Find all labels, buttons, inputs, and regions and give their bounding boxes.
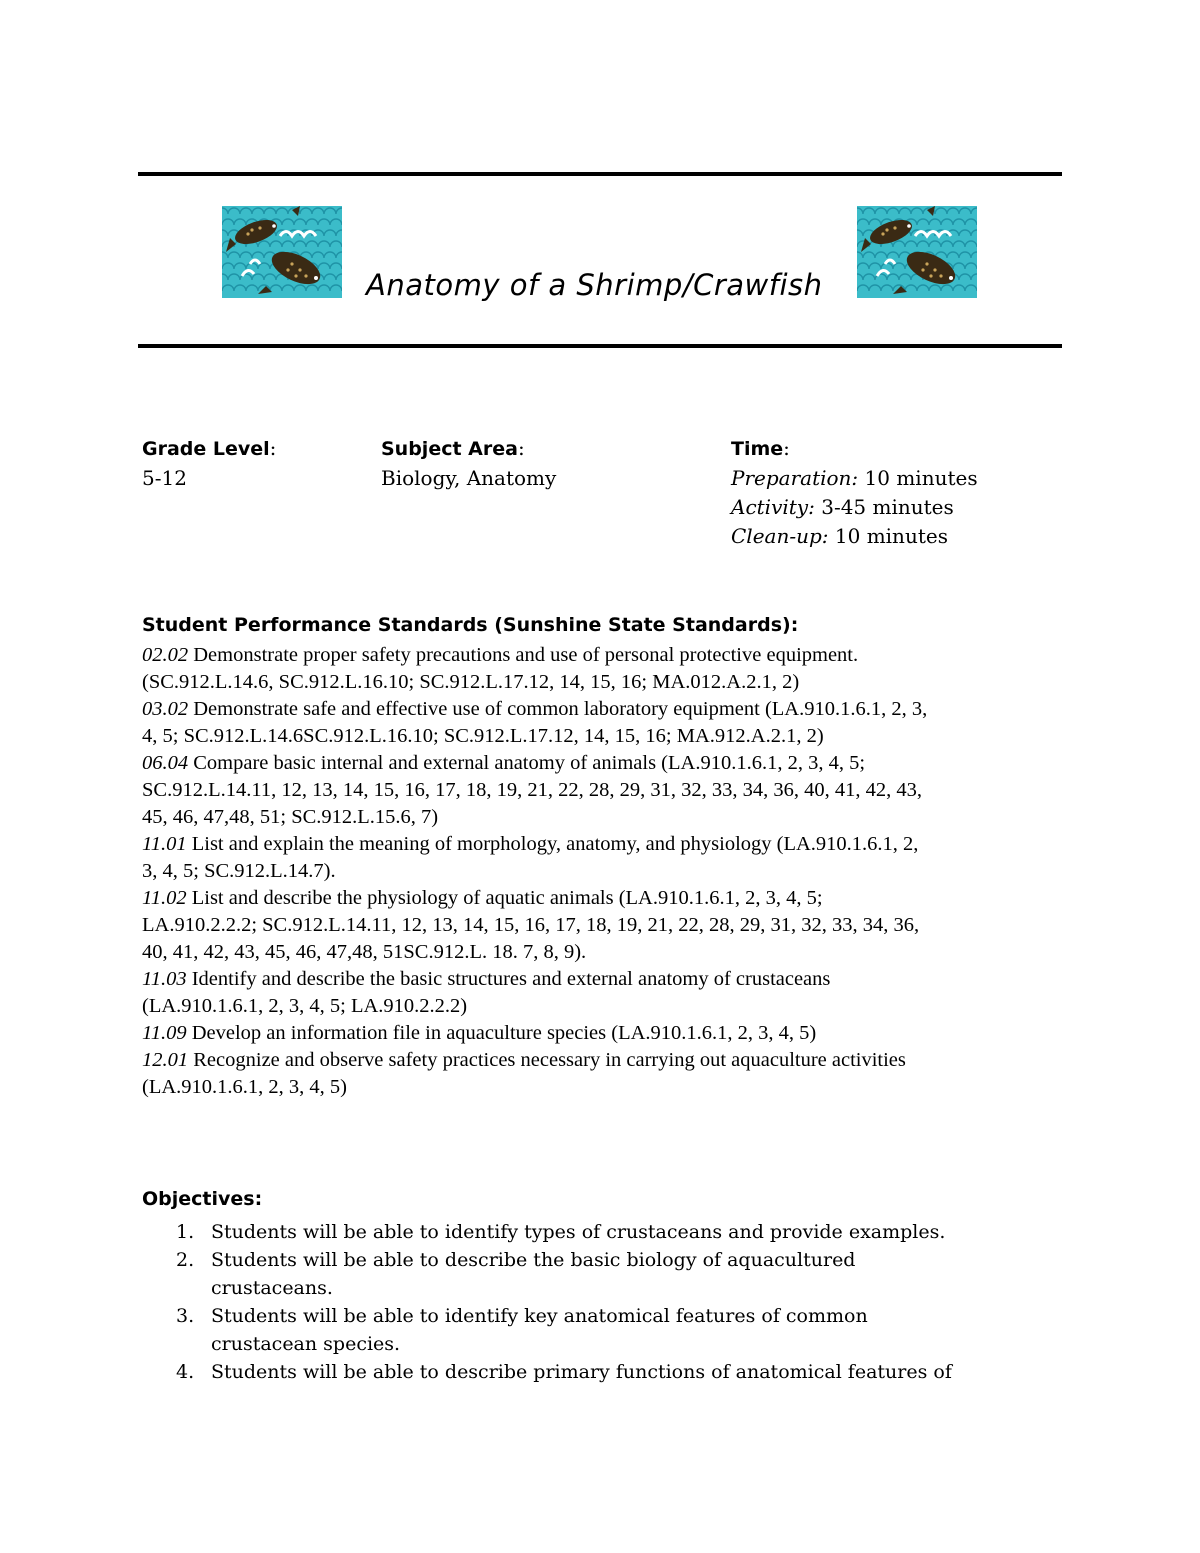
subject-area-label: Subject Area	[381, 438, 518, 460]
subject-area-colon: :	[517, 436, 525, 460]
objective-line	[142, 1274, 1062, 1302]
time-row-activity	[731, 493, 978, 522]
standard-text: Develop an information file in aquaculture species (LA.910.1.6.1, 2, 3, 4, 5)	[186, 1022, 817, 1044]
standard-code: 11.02	[142, 887, 187, 909]
time-colon: :	[783, 436, 790, 460]
standards-heading-colon: :	[790, 614, 799, 636]
time-block	[731, 434, 978, 551]
standard-text: 45, 46, 47,48, 51; SC.912.L.15.6, 7)	[142, 806, 439, 828]
objectives-heading-text: Objectives	[142, 1188, 255, 1210]
time-row-value: 3-45 minutes	[814, 495, 954, 519]
objectives-list	[142, 1218, 1062, 1386]
grade-level-colon: :	[269, 436, 277, 460]
time-label: Time	[731, 438, 784, 460]
objective-line	[142, 1302, 1062, 1330]
document-title: Anatomy of a Shrimp/Crawfish	[366, 268, 823, 302]
objective-text: crustaceans.	[211, 1277, 333, 1299]
standard-text: Identify and describe the basic structures and external anatomy of crustaceans	[186, 968, 831, 990]
time-row-value: 10 minutes	[858, 466, 978, 490]
objective-number: 1.	[176, 1221, 195, 1243]
objectives-heading	[142, 1188, 262, 1210]
objective-text: Students will be able to describe the basic biology of aquacultured	[211, 1249, 856, 1271]
standard-code: 11.09	[142, 1022, 187, 1044]
objectives-heading-colon: :	[254, 1188, 263, 1210]
standard-text: (SC.912.L.14.6, SC.912.L.16.10; SC.912.L.17.12, 14, 15, 16; MA.012.A.2.1, 2)	[142, 671, 800, 693]
time-row-value: 10 minutes	[828, 524, 948, 548]
standards-list	[142, 642, 1072, 1101]
time-row-name: Clean-up:	[731, 524, 829, 548]
standard-text: 4, 5; SC.912.L.14.6SC.912.L.16.10; SC.912.L.17.12, 14, 15, 16; MA.912.A.2.1, 2)	[142, 725, 824, 747]
objective-number: 4.	[176, 1361, 195, 1383]
grade-level-value: 5-12	[142, 466, 187, 490]
standard-line	[142, 723, 1072, 750]
objective-text: Students will be able to describe primary functions of anatomical features of	[211, 1361, 952, 1383]
standard-code: 06.04	[142, 752, 189, 774]
objective-number: 3.	[176, 1305, 195, 1327]
standard-code: 11.01	[142, 833, 187, 855]
standard-line	[142, 804, 1072, 831]
standard-line	[142, 777, 1072, 804]
header-rule-top	[138, 172, 1062, 176]
subject-area-block	[381, 434, 556, 493]
standard-line	[142, 939, 1072, 966]
objective-line	[142, 1330, 1062, 1358]
standard-text: (LA.910.1.6.1, 2, 3, 4, 5)	[142, 1076, 347, 1098]
standard-text: Demonstrate proper safety precautions and use of personal protective equipment.	[188, 644, 859, 666]
standards-heading	[142, 614, 798, 636]
standard-code: 12.01	[142, 1049, 189, 1071]
grade-level-block	[142, 434, 276, 493]
standard-text: Compare basic internal and external anatomy of animals (LA.910.1.6.1, 2, 3, 4, 5;	[188, 752, 866, 774]
standard-text: 3, 4, 5; SC.912.L.14.7).	[142, 860, 336, 882]
standard-line	[142, 993, 1072, 1020]
time-row-preparation	[731, 464, 978, 493]
standard-text: List and describe the physiology of aquatic animals (LA.910.1.6.1, 2, 3, 4, 5;	[186, 887, 823, 909]
objective-text: Students will be able to identify key anatomical features of common	[211, 1305, 868, 1327]
standard-line	[142, 831, 1072, 858]
objective-text: crustacean species.	[211, 1333, 401, 1355]
standard-line	[142, 1074, 1072, 1101]
standard-text: 40, 41, 42, 43, 45, 46, 47,48, 51SC.912.L. 18. 7, 8, 9).	[142, 941, 587, 963]
standard-line	[142, 858, 1072, 885]
standard-text: LA.910.2.2.2; SC.912.L.14.11, 12, 13, 14, 15, 16, 17, 18, 19, 21, 22, 28, 29, 31, 32, 33, 34, 36,	[142, 914, 920, 936]
time-row-name: Activity:	[731, 495, 815, 519]
standard-code: 03.02	[142, 698, 189, 720]
objective-text: Students will be able to identify types of crustaceans and provide examples.	[211, 1221, 946, 1243]
standard-line	[142, 1020, 1072, 1047]
standard-line	[142, 1047, 1072, 1074]
standard-code: 02.02	[142, 644, 189, 666]
standard-text: List and explain the meaning of morphology, anatomy, and physiology (LA.910.1.6.1, 2,	[186, 833, 919, 855]
standard-line	[142, 912, 1072, 939]
standard-code: 11.03	[142, 968, 187, 990]
standards-heading-text: Student Performance Standards (Sunshine State Standards)	[142, 614, 791, 636]
standard-line	[142, 669, 1072, 696]
standard-text: Recognize and observe safety practices necessary in carrying out aquaculture activities	[188, 1049, 906, 1071]
standard-text: Demonstrate safe and effective use of common laboratory equipment (LA.910.1.6.1, 2, 3,	[188, 698, 928, 720]
objective-number: 2.	[176, 1249, 195, 1271]
objective-line	[142, 1358, 1062, 1386]
objective-line	[142, 1246, 1062, 1274]
standard-line	[142, 696, 1072, 723]
standard-text: (LA.910.1.6.1, 2, 3, 4, 5; LA.910.2.2.2)	[142, 995, 468, 1017]
objective-line	[142, 1218, 1062, 1246]
koi-fish-waves-icon	[857, 206, 977, 298]
subject-area-value: Biology, Anatomy	[381, 466, 557, 490]
time-row-cleanup	[731, 522, 978, 551]
header-rule-bottom	[138, 344, 1062, 348]
standard-text: SC.912.L.14.11, 12, 13, 14, 15, 16, 17, 18, 19, 21, 22, 28, 29, 31, 32, 33, 34, 36, 40, 41, 42, 43,	[142, 779, 922, 801]
koi-fish-waves-icon	[222, 206, 342, 298]
standard-line	[142, 966, 1072, 993]
time-row-name: Preparation:	[731, 466, 859, 490]
standard-line	[142, 750, 1072, 777]
standard-line	[142, 885, 1072, 912]
standard-line	[142, 642, 1072, 669]
grade-level-label: Grade Level	[142, 438, 270, 460]
